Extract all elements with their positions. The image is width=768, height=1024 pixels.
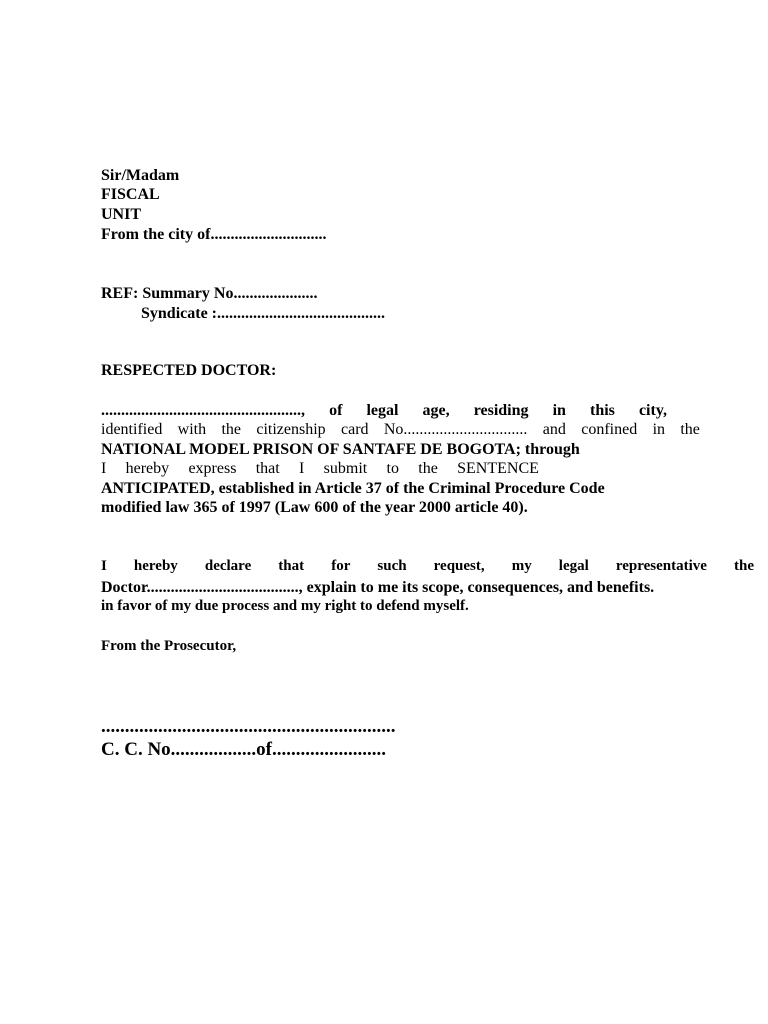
word: the [734,558,754,574]
word: I [101,558,107,574]
word: and [542,421,566,438]
word: legal [558,558,589,574]
word: to [386,460,399,477]
word: request, [433,558,485,574]
word: age, [422,402,450,419]
word: representative [615,558,707,574]
word: such [377,558,407,574]
addressee-city: From the city of............................. [101,226,327,243]
body2-line-3: in favor of my due process and my right to defend myself. [101,598,469,614]
word: in [552,402,566,419]
word: in [652,421,666,438]
body2-line-2: Doctor......................................, explain to me its scope, consequences, and benefits. [101,579,655,596]
body1-line-4 [101,459,539,478]
word: for [331,558,351,574]
addressee-line-3: UNIT [101,206,142,223]
word: the [680,421,700,438]
word: residing [473,402,529,419]
word: the [221,421,241,438]
addressee-line-2: FISCAL [101,186,160,203]
closing: From the Prosecutor, [101,638,237,654]
body1-line-2 [101,420,700,439]
word: identified [101,421,163,438]
word: that [255,460,280,477]
word: that [278,558,305,574]
word: my [511,558,532,574]
word: of [329,402,343,419]
word: No............................... [383,421,528,438]
signature-line: .............................................................. [101,716,396,737]
word: confined [581,421,638,438]
signature-cc: C. C. No..................of........................ [101,739,386,760]
word: with [177,421,207,438]
addressee-line-1: Sir/Madam [101,167,180,184]
word: this [589,402,615,419]
word: .................................................., [101,402,305,419]
body1-line-5: ANTICIPATED, established in Article 37 of the Criminal Procedure Code [101,480,605,497]
body1-line-3: NATIONAL MODEL PRISON OF SANTAFE DE BOGOTA; through [101,441,580,458]
ref-syndicate: Syndicate :.......................................... [141,305,385,322]
word: legal [366,402,399,419]
body1-line-6: modified law 365 of 1997 (Law 600 of the year 2000 article 40). [101,499,528,516]
word: card [341,421,369,438]
word: I [101,460,107,477]
word: declare [204,558,252,574]
salutation: RESPECTED DOCTOR: [101,362,277,379]
word: citizenship [256,421,326,438]
body1-line-1 [101,401,667,420]
word: city, [638,402,667,419]
word: hereby [125,460,170,477]
word: submit [323,460,368,477]
word: the [418,460,438,477]
word: I [299,460,305,477]
word: hereby [133,558,178,574]
ref-summary: REF: Summary No..................... [101,285,318,302]
word: SENTENCE [457,460,539,477]
word: express [188,460,237,477]
body2-line-1 [101,557,754,576]
